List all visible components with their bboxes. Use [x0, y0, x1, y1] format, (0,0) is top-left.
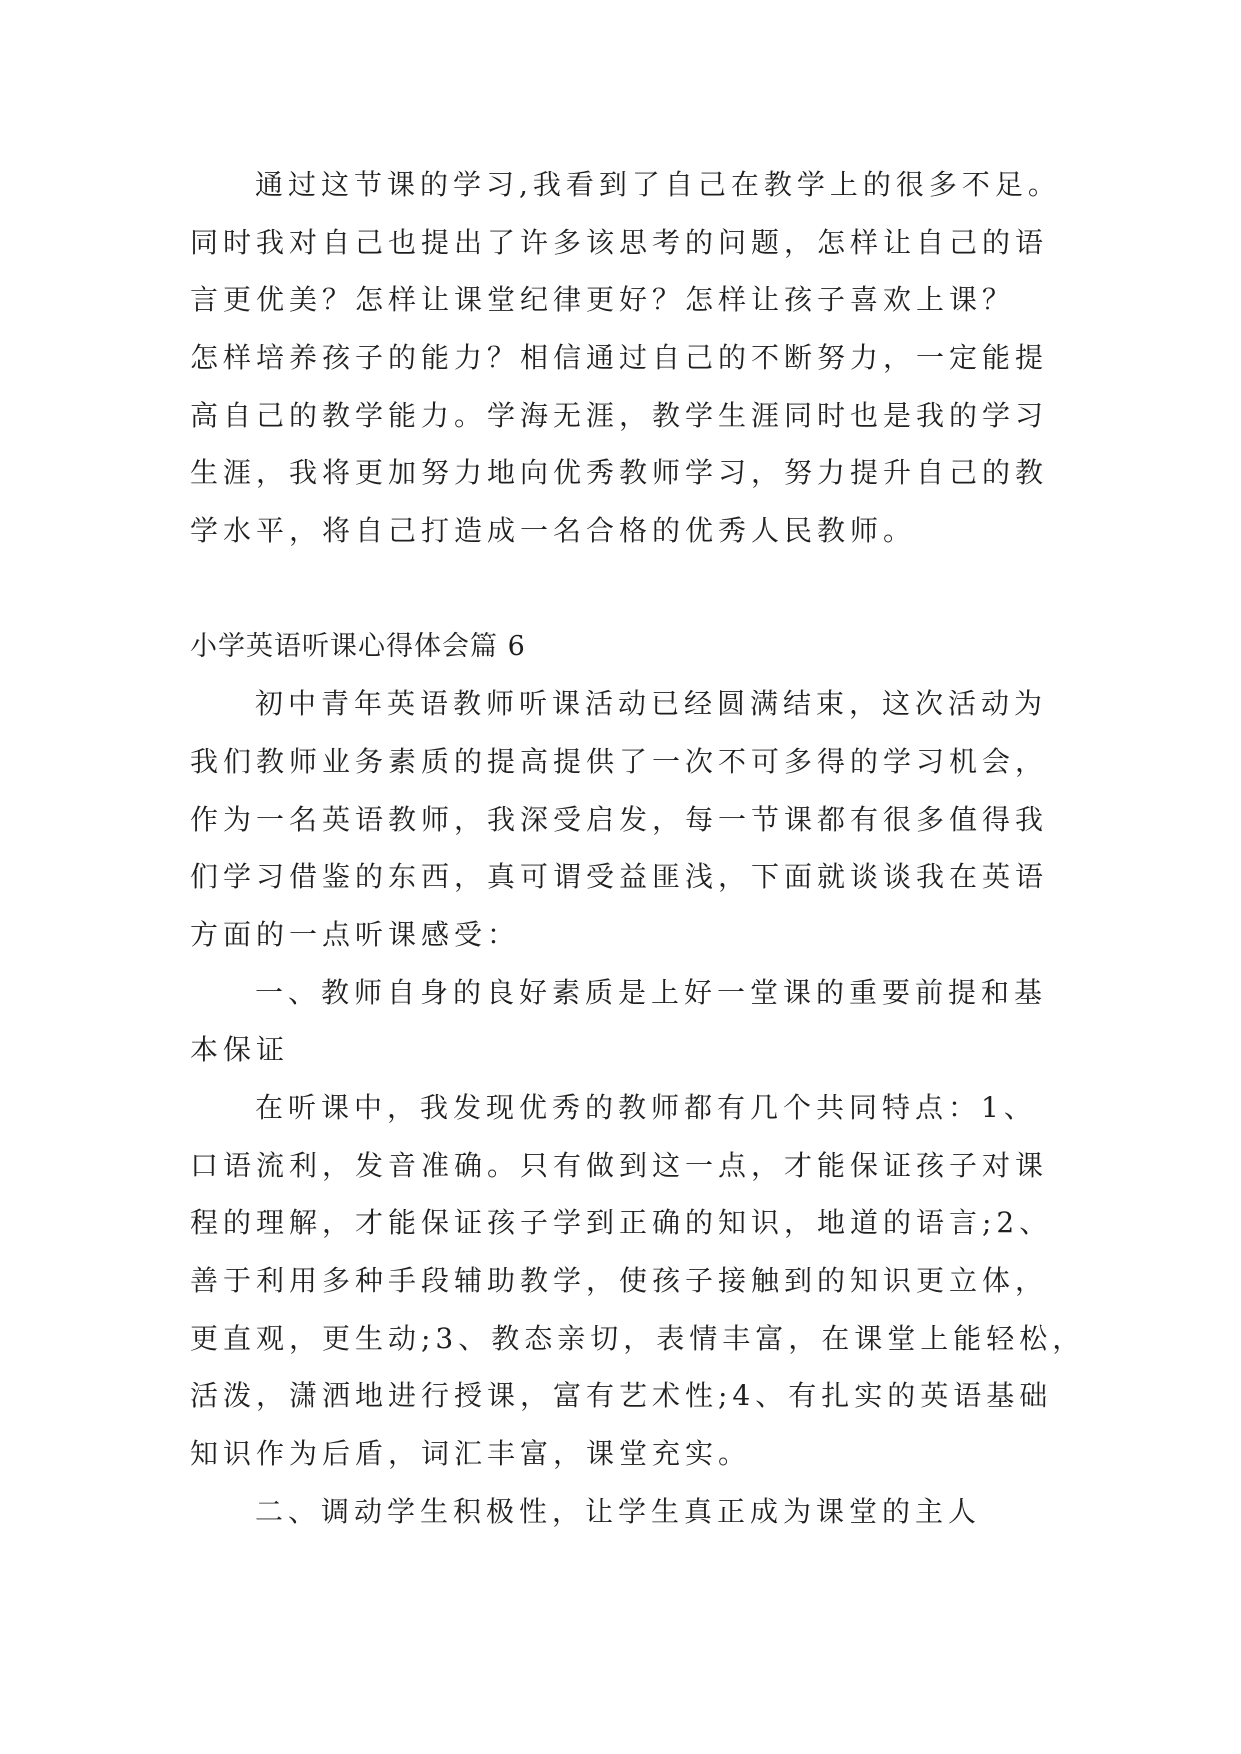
paragraph-line: 们学习借鉴的东西，真可谓受益匪浅，下面就谈谈我在英语: [190, 860, 1049, 894]
paragraph-line: 更直观，更生动;3、教态亲切，表情丰富，在课堂上能轻松，: [190, 1321, 1086, 1355]
paragraph-line: 程的理解，才能保证孩子学到正确的知识，地道的语言;2、: [190, 1206, 1053, 1240]
paragraph-line: 通过这节课的学习,我看到了自己在教学上的很多不足。: [255, 168, 1061, 201]
paragraph-line: 本保证: [190, 1033, 290, 1067]
paragraph-line: 一、教师自身的良好素质是上好一堂课的重要前提和基: [255, 975, 1048, 1009]
document-body: [190, 156, 1170, 1541]
paragraph-line: 口语流利，发音准确。只有做到这一点，才能保证孩子对课: [190, 1148, 1049, 1182]
paragraph-line: 怎样培养孩子的能力？相信通过自己的不断努力，一定能提: [190, 341, 1049, 375]
paragraph-line: 在听课中，我发现优秀的教师都有几个共同特点：1、: [255, 1091, 1037, 1124]
paragraph-line: 知识作为后盾，词汇丰富，课堂充实。: [190, 1437, 752, 1471]
paragraph-line: 我们教师业务素质的提高提供了一次不可多得的学习机会，: [190, 744, 1049, 778]
paragraph-line: 方面的一点听课感受：: [190, 917, 521, 951]
section-heading: 小学英语听课心得体会篇 6: [190, 630, 526, 662]
paragraph-line: 初中青年英语教师听课活动已经圆满结束，这次活动为: [255, 687, 1048, 721]
paragraph-line: 善于利用多种手段辅助教学，使孩子接触到的知识更立体，: [190, 1264, 1049, 1298]
paragraph-line: 同时我对自己也提出了许多该思考的问题，怎样让自己的语: [190, 225, 1049, 259]
paragraph-line: 二、调动学生积极性，让学生真正成为课堂的主人: [255, 1494, 982, 1528]
intro-paragraph: [190, 156, 1170, 560]
section-paragraph: [190, 675, 1170, 963]
section-subheading-paragraph: [190, 964, 1170, 1079]
section-subheading-paragraph: [190, 1483, 1170, 1541]
paragraph-line: 活泼，潇洒地进行授课，富有艺术性;4、有扎实的英语基础: [190, 1379, 1053, 1413]
paragraph-line: 言更优美？怎样让课堂纪律更好？怎样让孩子喜欢上课？: [190, 283, 1016, 317]
paragraph-line: 高自己的教学能力。学海无涯，教学生涯同时也是我的学习: [190, 398, 1049, 432]
paragraph-line: 学水平，将自己打造成一名合格的优秀人民教师。: [190, 514, 917, 548]
section-paragraph: [190, 1079, 1170, 1483]
paragraph-line: 生涯，我将更加努力地向优秀教师学习，努力提升自己的教: [190, 456, 1049, 490]
paragraph-line: 作为一名英语教师，我深受启发，每一节课都有很多值得我: [190, 802, 1049, 836]
